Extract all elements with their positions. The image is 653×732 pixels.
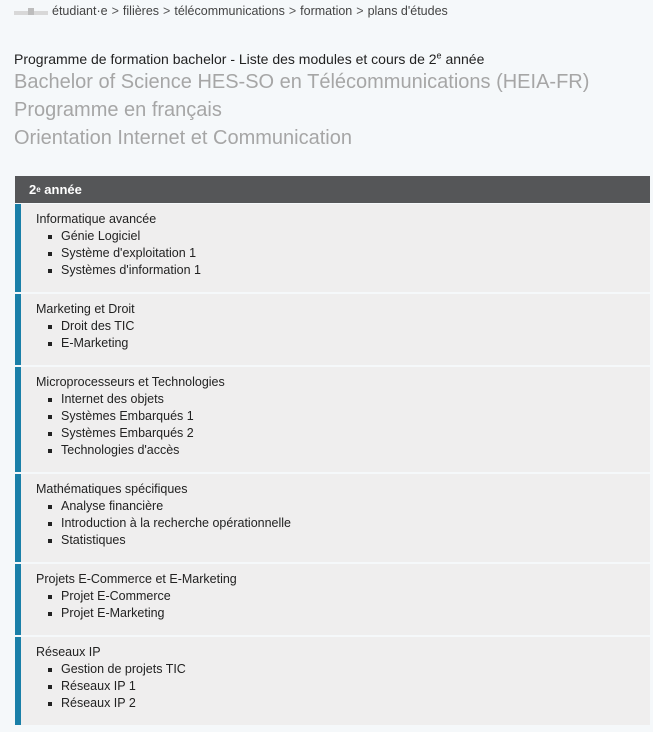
breadcrumb-separator: > — [288, 4, 297, 18]
bullet-icon — [48, 685, 52, 689]
course-item: Projet E-Marketing — [48, 605, 650, 622]
breadcrumb-separator: > — [163, 4, 171, 18]
module-card — [15, 564, 650, 635]
page-subtitle: Programme de formation bachelor - Liste des modules et cours de 2e année — [14, 50, 485, 67]
module-card — [15, 204, 650, 292]
bullet-icon — [48, 505, 52, 509]
course-item: Statistiques — [48, 532, 650, 549]
course-item: Systèmes d'information 1 — [48, 262, 650, 279]
course-item: Projet E-Commerce — [48, 588, 650, 605]
bullet-icon — [48, 342, 52, 346]
course-item: Analyse financière — [48, 498, 650, 515]
breadcrumb-separator: > — [356, 4, 364, 18]
breadcrumb-separator: > — [111, 4, 119, 18]
breadcrumb-link-formation[interactable]: formation — [300, 4, 353, 18]
bullet-icon — [48, 325, 52, 329]
course-list — [36, 588, 650, 622]
page-title-language: Programme en français — [14, 99, 222, 121]
course-list — [36, 318, 650, 352]
module-list — [15, 204, 650, 727]
module-card — [15, 637, 650, 725]
module-card — [15, 294, 650, 365]
module-title: Réseaux IP — [36, 645, 101, 659]
course-item: Systèmes Embarqués 2 — [48, 425, 650, 442]
bullet-icon — [48, 539, 52, 543]
bullet-icon — [48, 415, 52, 419]
module-card — [15, 367, 650, 472]
course-item: Réseaux IP 2 — [48, 695, 650, 712]
bullet-icon — [48, 668, 52, 672]
course-item: Réseaux IP 1 — [48, 678, 650, 695]
bullet-icon — [48, 269, 52, 273]
module-card — [15, 474, 650, 562]
course-list — [36, 228, 650, 279]
course-item: Système d'exploitation 1 — [48, 245, 650, 262]
bullet-icon — [48, 702, 52, 706]
module-title: Marketing et Droit — [36, 302, 135, 316]
breadcrumb-link-telecommunications[interactable]: télécommunications — [174, 4, 285, 18]
bullet-icon — [48, 449, 52, 453]
page-title-orientation: Orientation Internet et Communication — [14, 127, 352, 149]
bullet-icon — [48, 235, 52, 239]
course-item: Introduction à la recherche opérationnelle — [48, 515, 650, 532]
bullet-icon — [48, 398, 52, 402]
module-title: Informatique avancée — [36, 212, 157, 226]
bullet-icon — [48, 595, 52, 599]
bullet-icon — [48, 252, 52, 256]
bullet-icon — [48, 522, 52, 526]
bullet-icon — [48, 432, 52, 436]
course-item: Droit des TIC — [48, 318, 650, 335]
breadcrumb-current: plans d'études — [367, 4, 448, 18]
year-header: 2 e année — [15, 176, 650, 203]
breadcrumb-link-etudiant[interactable]: étudiant·e — [52, 4, 108, 18]
course-item: Gestion de projets TIC — [48, 661, 650, 678]
course-item: Systèmes Embarqués 1 — [48, 408, 650, 425]
course-item: Génie Logiciel — [48, 228, 650, 245]
course-item: Technologies d'accès — [48, 442, 650, 459]
module-title: Microprocesseurs et Technologies — [36, 375, 225, 389]
breadcrumb-link-filieres[interactable]: filières — [122, 4, 160, 18]
page-title-degree: Bachelor of Science HES-SO en Télécommunications (HEIA-FR) — [14, 71, 590, 93]
bullet-icon — [48, 612, 52, 616]
course-list — [36, 391, 650, 459]
module-title: Projets E-Commerce et E-Marketing — [36, 572, 237, 586]
course-list — [36, 498, 650, 549]
course-item: E-Marketing — [48, 335, 650, 352]
course-list — [36, 661, 650, 712]
module-title: Mathématiques spécifiques — [36, 482, 188, 496]
course-item: Internet des objets — [48, 391, 650, 408]
breadcrumb — [14, 3, 448, 19]
home-icon[interactable] — [14, 5, 48, 17]
page-heading — [14, 50, 649, 152]
